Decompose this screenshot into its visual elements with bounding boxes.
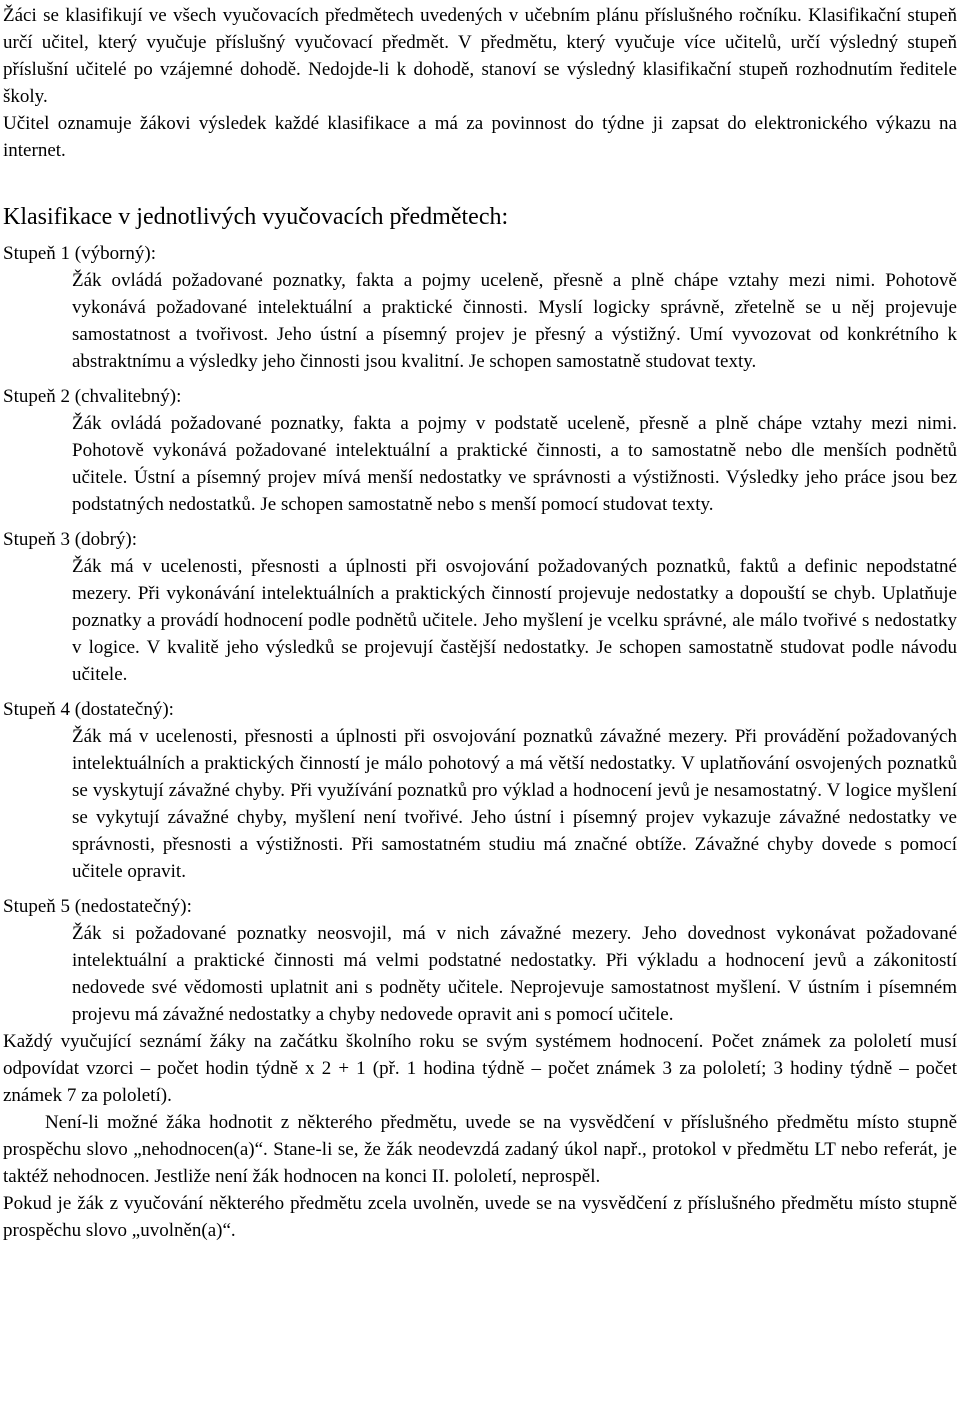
- grade-1-heading: Stupeň 1 (výborný):: [3, 243, 157, 264]
- closing-paragraph-1: Každý vyučující seznámí žáky na začátku školního roku se svým systémem hodnocení. Počet známek za pololetí musí odpovídat vzorci – počet hodin týdně x 2 + 1 (př. 1 hodina týdně – počet známek 3 za pololetí; 3 hodiny týdně – počet známek 7 za pololetí).: [3, 1031, 957, 1106]
- grade-2: [3, 383, 957, 518]
- grade-4: [3, 696, 957, 885]
- grade-5-description: Žák si požadované poznatky neosvojil, má v nich závažné mezery. Jeho dovednost vykonávat požadované intelektuální a praktické činnosti má velmi podstatné nedostatky. Při výkladu a hodnocení jevů a zákonitostí nedovede své vědomosti uplatnit ani s podněty učitele. Neprojevuje samostatnost myšlení. V ústním i písemném projevu má závažné nedostatky a chyby nedovede opravit ani s pomocí učitele.: [72, 923, 957, 1025]
- grade-1: [3, 240, 957, 375]
- section-title: Klasifikace v jednotlivých vyučovacích předmětech:: [3, 204, 509, 230]
- intro-paragraph-1: Žáci se klasifikují ve všech vyučovacích předmětech uvedených v učebním plánu příslušného ročníku. Klasifikační stupeň určí učitel, který vyučuje příslušný vyučovací předmět. V předmětu, který vyučuje více učitelů, určí výsledný stupeň příslušní učitelé po vzájemné dohodě. Nedojde-li k dohodě, stanoví se výsledný klasifikační stupeň rozhodnutím ředitele školy.: [3, 5, 957, 107]
- grade-1-description: Žák ovládá požadované poznatky, fakta a pojmy uceleně, přesně a plně chápe vztahy mezi nimi. Pohotově vykonává požadované intelektuální a praktické činnosti. Myslí logicky správně, zřetelně se u něj projevuje samostatnost a tvořivost. Jeho ústní a písemný projev je přesný a výstižný. Umí vyvozovat od konkrétního k abstraktnímu a výsledky jeho činnosti jsou kvalitní. Je schopen samostatně studovat texty.: [72, 270, 957, 372]
- closing-paragraph-2: Není-li možné žáka hodnotit z některého předmětu, uvede se na vysvědčení v příslušného předmětu místo stupně prospěchu slovo „nehodnocen(a)“. Stane-li se, že žák neodevzdá zadaný úkol např., protokol v předmětu LT nebo referát, je taktéž nehodnocen. Jestliže není žák hodnocen na konci II. pololetí, neprospěl.: [3, 1112, 957, 1187]
- grade-list: [3, 240, 957, 1028]
- grade-2-description: Žák ovládá požadované poznatky, fakta a pojmy v podstatě uceleně, přesně a plně chápe vztahy mezi nimi. Pohotově vykonává požadované intelektuální a praktické činnosti, a to samostatně nebo dle menších podnětů učitele. Ústní a písemný projev mívá menší nedostatky ve správnosti a výstižnosti. Výsledky jeho práce jsou bez podstatných nedostatků. Je schopen samostatně nebo s menší pomocí studovat texty.: [72, 413, 957, 515]
- grade-5-heading: Stupeň 5 (nedostatečný):: [3, 896, 192, 917]
- document-page: [3, 0, 957, 1244]
- grade-5: [3, 893, 957, 1028]
- grade-2-heading: Stupeň 2 (chvalitebný):: [3, 386, 182, 407]
- grade-4-description: Žák má v ucelenosti, přesnosti a úplnosti při osvojování poznatků závažné mezery. Při provádění požadovaných intelektuálních a praktických činností je málo pohotový a má větší nedostatky. V uplatňování osvojených poznatků se vyskytují závažné chyby. Při využívání poznatků pro výklad a hodnocení jevů je nesamostatný. V logice myšlení se vykytují závažné chyby, myšlení není tvořivé. Jeho ústní i písemný projev vykazuje závažné nedostatky ve správnosti, přesnosti a výstižnosti. Při samostatném studiu má značné obtíže. Závažné chyby dovede s pomocí učitele opravit.: [72, 726, 957, 882]
- grade-3: [3, 526, 957, 688]
- grade-3-heading: Stupeň 3 (dobrý):: [3, 529, 138, 550]
- intro-paragraph-2: Učitel oznamuje žákovi výsledek každé klasifikace a má za povinnost do týdne ji zapsat do elektronického výkazu na internet.: [3, 113, 957, 161]
- closing-paragraph-3: Pokud je žák z vyučování některého předmětu zcela uvolněn, uvede se na vysvědčení z příslušného předmětu místo stupně prospěchu slovo „uvolněn(a)“.: [3, 1193, 957, 1241]
- grade-3-description: Žák má v ucelenosti, přesnosti a úplnosti při osvojování požadovaných poznatků, faktů a definic nepodstatné mezery. Při vykonávání intelektuálních a praktických činností projevuje nedostatky a dopouští se chyb. Uplatňuje poznatky a provádí hodnocení podle podnětů učitele. Jeho myšlení je vcelku správné, ale málo tvořivé s nedostatky v logice. V kvalitě jeho výsledků se projevují častější nedostatky. Je schopen samostatně studovat podle návodu učitele.: [72, 556, 957, 685]
- grade-4-heading: Stupeň 4 (dostatečný):: [3, 699, 174, 720]
